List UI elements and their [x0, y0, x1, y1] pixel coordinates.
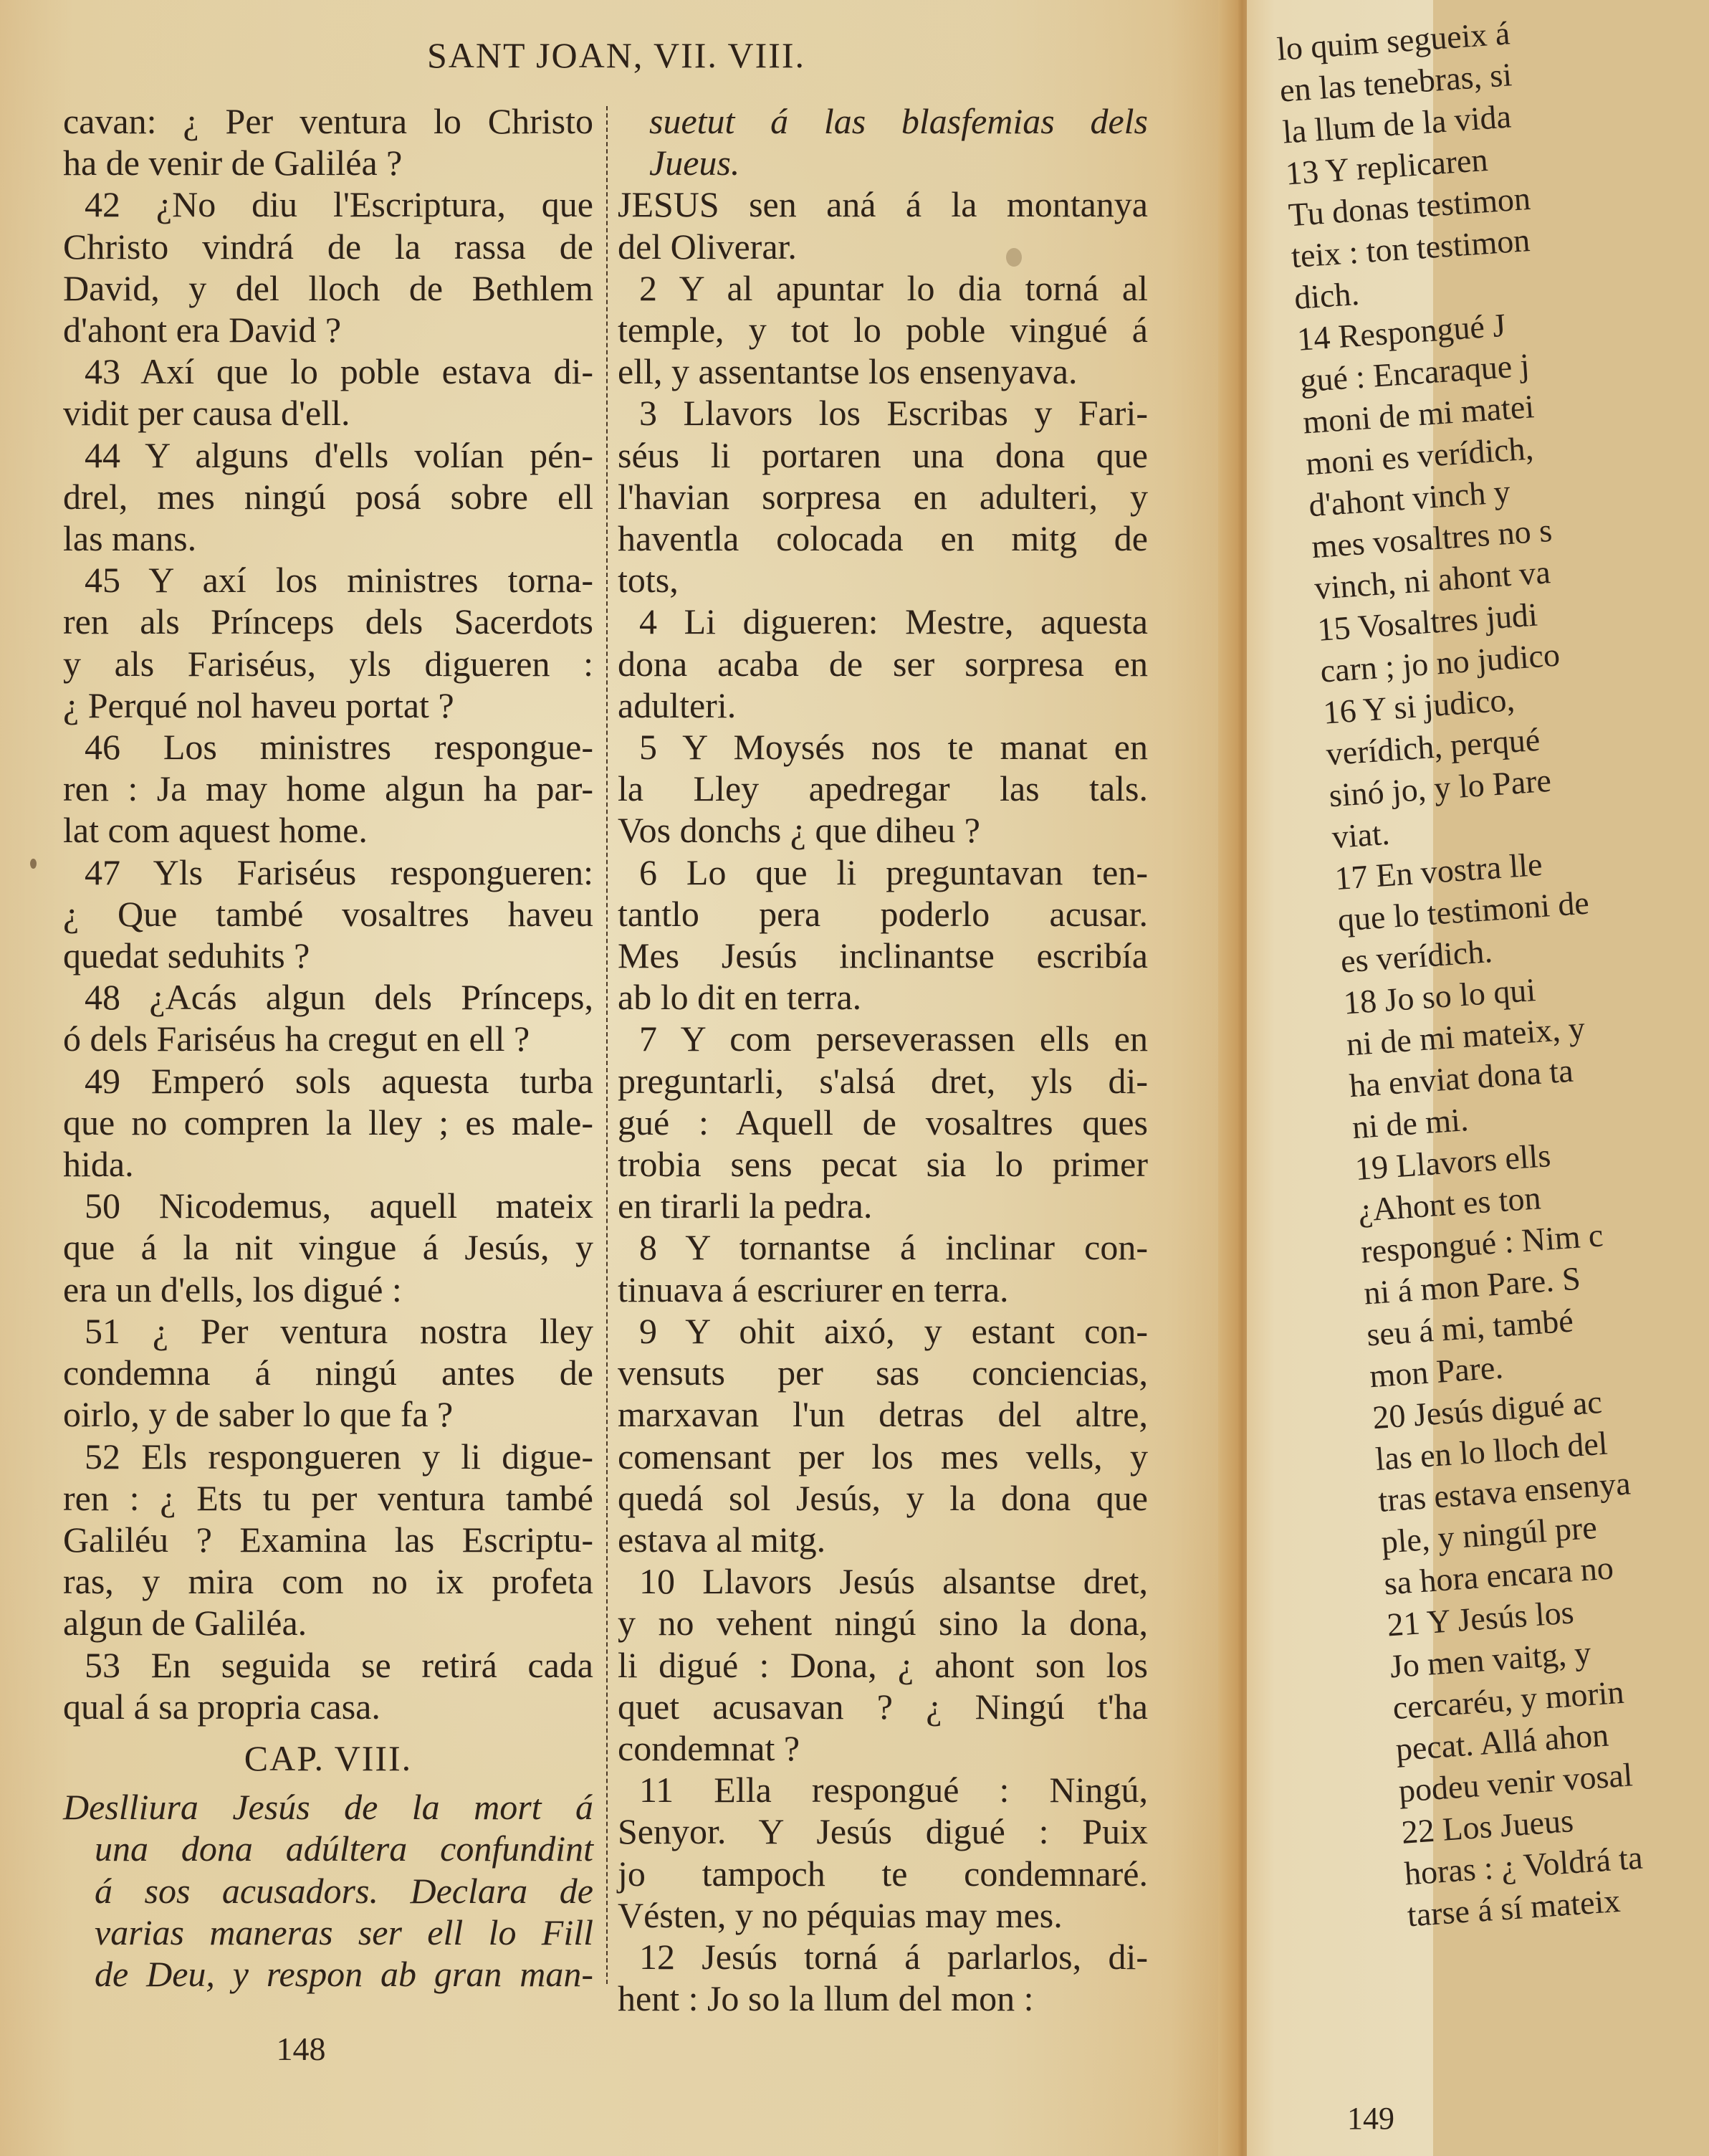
text-line: li digué : Dona, ¿ ahont son los [618, 1644, 1148, 1685]
text-line: 8 Y tornantse á inclinar con- [639, 1227, 1148, 1268]
column-divider [606, 106, 608, 1984]
text-line: tarse á sí mateix [1406, 1881, 1622, 1934]
text-line: vensuts per sas conciencias, [618, 1353, 1148, 1393]
text-line: séus li portaren una dona que [618, 434, 1148, 475]
text-line: Deslliura Jesús de la mort á [63, 1787, 593, 1828]
text-line: de Deu, y respon ab gran man- [95, 1953, 593, 1994]
text-line: 18 Jo so lo qui [1342, 971, 1537, 1021]
page-number-left: 148 [276, 2031, 326, 2067]
text-line: d'ahont era David ? [63, 310, 342, 350]
text-line: tantlo pera poderlo acusar. [618, 893, 1148, 934]
text-line: ¿ Que també vosaltres haveu [63, 893, 593, 934]
text-line: JESUS sen aná á la montanya [618, 184, 1148, 225]
text-line: tras estava ensenya [1377, 1464, 1632, 1519]
text-line: Senyor. Y Jesús digué : Puix [618, 1811, 1148, 1852]
ink-spot [30, 859, 37, 869]
text-line: dich. [1293, 275, 1361, 317]
text-line: Jo men vaitg, y [1388, 1633, 1592, 1685]
text-line: 43 Axí que lo poble estava di- [85, 351, 593, 392]
text-line: seu á mi, també [1365, 1302, 1575, 1353]
text-line: ha enviat dona ta [1348, 1051, 1575, 1105]
text-line: 46 Los ministres respongue- [85, 727, 593, 768]
text-line: David, y del lloch de Bethlem [63, 267, 593, 308]
text-line: 15 Vosaltres judi [1316, 596, 1539, 648]
text-line: ni de mi. [1351, 1101, 1470, 1146]
text-line: verídich, perqué [1324, 720, 1541, 773]
text-line: y no vehent ningú sino la dona, [618, 1603, 1148, 1644]
text-line: 12 Jesús torná á parlarlos, di- [639, 1936, 1148, 1977]
text-line: Christo vindrá de la rassa de [63, 226, 593, 267]
text-line: vinch, ni ahont va [1313, 553, 1552, 607]
text-line: dona acaba de ser sorpresa en [618, 643, 1148, 684]
text-line: 16 Y si judico, [1321, 681, 1516, 731]
text-line: del Oliverar. [618, 226, 797, 267]
text-line: 3 Llavors los Escribas y Fari- [639, 393, 1148, 434]
chapter-summary [63, 1786, 593, 1995]
text-line: gué : Encaraque j [1298, 346, 1531, 399]
text-line: que á la nit vingue á Jesús, y [63, 1227, 593, 1268]
text-line: respongué : Nim c [1359, 1216, 1604, 1270]
text-line: hent : Jo so la llum del mon : [618, 1978, 1034, 2019]
text-line: en las tenebras, si [1278, 56, 1513, 109]
text-line: 49 Emperó sols aquesta turba [85, 1060, 593, 1101]
text-line: es verídich. [1339, 932, 1494, 980]
text-line: gué : Aquell de vosaltres ques [618, 1102, 1148, 1143]
text-line: 51 ¿ Per ventura nostra lley [85, 1310, 593, 1351]
page-number-right: 149 [1347, 2101, 1394, 2136]
text-line: la llum de la vida [1281, 97, 1513, 151]
text-line: lo quim segueix á [1275, 14, 1511, 67]
text-line: lat com aquest home. [63, 810, 368, 851]
text-line: 50 Nicodemus, aquell mateix [85, 1186, 593, 1226]
text-line: á sos acusadors. Declara de [95, 1870, 593, 1911]
column-left [63, 100, 593, 1995]
text-line: 19 Llavors ells [1354, 1137, 1552, 1188]
text-line: Tu donas testimon [1287, 179, 1532, 234]
text-line: podeu venir vosal [1397, 1756, 1634, 1809]
text-line: pecat. Allá ahon [1394, 1716, 1610, 1768]
text-line: 9 Y ohit aixó, y estant con- [639, 1310, 1148, 1351]
text-line: oirlo, y de saber lo que fa ? [63, 1394, 454, 1435]
text-line: 13 Y replicaren [1284, 140, 1489, 192]
text-line: cercaréu, y morin [1392, 1673, 1625, 1727]
text-line: condemna á ningú antes de [63, 1353, 593, 1393]
column-left-verses [63, 100, 593, 1727]
text-line: preguntarli, s'alsá dret, yls di- [618, 1060, 1148, 1101]
text-line: 22 Los Jueus [1400, 1802, 1575, 1851]
right-page-text [1275, 8, 1709, 1937]
text-line: adulteri. [618, 685, 737, 725]
text-line: Vésten, y no péquias may mes. [618, 1894, 1063, 1935]
text-line: Galiléu ? Examina las Escriptu- [63, 1519, 593, 1560]
text-line: estava al mitg. [618, 1519, 826, 1560]
text-line: moni de mi matei [1301, 388, 1536, 441]
chapter-heading: CAP. VIII. [244, 1737, 413, 1778]
text-line: ple, y ningúl pre [1379, 1508, 1599, 1560]
text-line: ren : ¿ Ets tu per ventura també [63, 1477, 593, 1518]
text-line: 21 Y Jesús los [1385, 1593, 1575, 1644]
text-line: ni á mon Pare. S [1362, 1259, 1582, 1312]
text-line: qual á sa propria casa. [63, 1686, 380, 1727]
text-line: ell, y assentantse los ensenyava. [618, 351, 1078, 392]
text-line: 44 Y alguns d'ells volían pén- [85, 434, 593, 475]
text-line: 4 Li digueren: Mestre, aquesta [639, 601, 1148, 642]
text-line: algun de Galiléa. [63, 1603, 307, 1644]
text-line: en tirarli la pedra. [618, 1186, 873, 1226]
text-line: tots, [618, 560, 679, 601]
chapter-summary-continued [618, 100, 1148, 183]
text-line: las en lo lloch del [1374, 1424, 1609, 1478]
text-line: hida. [63, 1144, 134, 1185]
text-line: las mans. [63, 518, 197, 559]
text-line: cavan: ¿ Per ventura lo Christo [63, 101, 593, 141]
text-line: 47 Yls Fariséus respongueren: [85, 852, 593, 892]
text-line: condemnat ? [618, 1727, 800, 1768]
text-line: 10 Llavors Jesús alsantse dret, [639, 1561, 1148, 1602]
text-line: ó dels Fariséus ha cregut en ell ? [63, 1019, 530, 1059]
text-line: viat. [1331, 814, 1391, 856]
text-line: 42 ¿No diu l'Escriptura, que [85, 184, 593, 225]
stain-spot [1006, 248, 1022, 267]
text-line: mon Pare. [1368, 1348, 1505, 1395]
text-line: horas : ¿ Voldrá ta [1403, 1838, 1644, 1892]
text-line: ha de venir de Galiléa ? [63, 143, 403, 183]
text-line: 52 Els respongueren y li digue- [85, 1436, 593, 1477]
text-line: 45 Y axí los ministres torna- [85, 560, 593, 601]
text-line: ren als Prínceps dels Sacerdots [63, 601, 593, 642]
text-line: quedat seduhits ? [63, 935, 310, 976]
text-line: mes vosaltres no s [1310, 511, 1554, 566]
text-line: ras, y mira com no ix profeta [63, 1561, 593, 1602]
text-line: vidit per causa d'ell. [63, 393, 350, 434]
text-line: era un d'ells, los digué : [63, 1269, 402, 1310]
text-line: drel, mes ningú posá sobre ell [63, 476, 593, 517]
text-line: trobia sens pecat sia lo primer [618, 1144, 1148, 1185]
text-line: que no compren la lley ; es male- [63, 1102, 593, 1143]
text-line: teix : ton testimon [1290, 221, 1531, 275]
text-line: varias maneras ser ell lo Fill [95, 1912, 593, 1952]
text-line: ren : Ja may home algun ha par- [63, 768, 593, 809]
text-line: moni es verídich, [1304, 429, 1535, 482]
text-line: 53 En seguida se retirá cada [85, 1644, 593, 1685]
text-line: la Lley apedregar las tals. [618, 768, 1148, 809]
text-line: 11 Ella respongué : Ningú, [639, 1770, 1148, 1811]
text-line: una dona adúltera confundint [95, 1828, 593, 1869]
text-line: 14 Respongué J [1296, 306, 1507, 358]
text-line: Jueus. [649, 143, 740, 183]
text-line: sa hora encara no [1382, 1549, 1615, 1602]
text-line: 20 Jesús digué ac [1371, 1383, 1604, 1436]
text-line: marxavan l'un detras del altre, [618, 1394, 1148, 1435]
text-line: tinuava á escriurer en terra. [618, 1269, 1009, 1310]
text-line: sinó jo, y lo Pare [1328, 761, 1553, 814]
text-line: suetut á las blasfemias dels [649, 101, 1148, 141]
text-line: 5 Y Moysés nos te manat en [639, 727, 1148, 768]
text-line: l'havian sorpresa en adulteri, y [618, 476, 1148, 517]
right-page [1247, 0, 1644, 2156]
text-line: ab lo dit en terra. [618, 977, 862, 1018]
text-line: haventla colocada en mitg de [618, 518, 1148, 559]
text-line: 7 Y com perseverassen ells en [639, 1019, 1148, 1059]
column-right [618, 100, 1148, 2019]
text-line: quedá sol Jesús, y la dona que [618, 1477, 1148, 1518]
text-line: jo tampoch te condemnaré. [618, 1853, 1148, 1894]
text-line: 6 Lo que li preguntavan ten- [639, 852, 1148, 892]
text-line: Vos donchs ¿ que diheu ? [618, 810, 980, 851]
text-line: 2 Y al apuntar lo dia torná al [639, 267, 1148, 308]
text-line: que lo testimoni de [1336, 884, 1591, 938]
text-line: carn ; jo no judico [1318, 636, 1561, 690]
text-line: ¿Ahont es ton [1356, 1179, 1542, 1229]
running-head: SANT JOAN, VII. VIII. [426, 35, 806, 75]
text-line: ¿ Perqué nol haveu portat ? [63, 685, 454, 725]
column-right-verses [618, 183, 1148, 2019]
text-line: comensant per los mes vells, y [618, 1436, 1148, 1477]
text-line: y als Fariséus, yls digueren : [63, 643, 593, 684]
text-line: d'ahont vinch y [1307, 472, 1512, 524]
text-line: 48 ¿Acás algun dels Prínceps, [85, 977, 593, 1018]
text-line: 17 En vostra lle [1334, 845, 1543, 897]
text-line: ni de mi mateix, y [1345, 1009, 1586, 1063]
text-line: Mes Jesús inclinantse escribía [618, 935, 1148, 976]
text-line: quet acusavan ? ¿ Ningú t'ha [618, 1686, 1148, 1727]
text-line: temple, y tot lo poble vingué á [618, 310, 1148, 350]
